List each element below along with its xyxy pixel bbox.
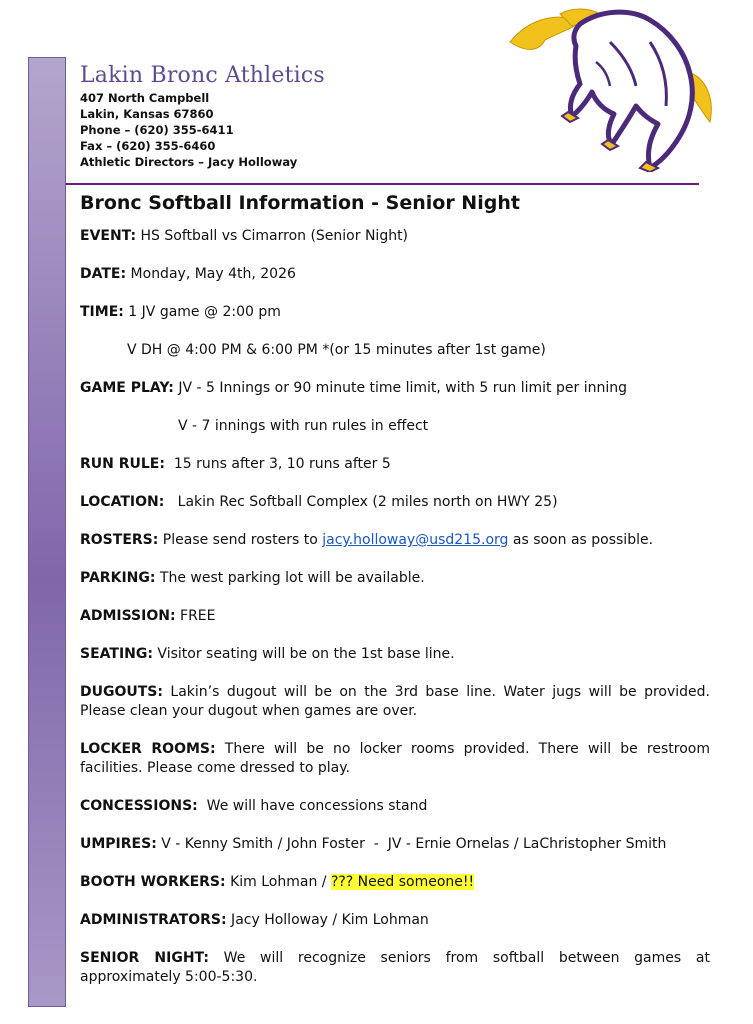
letterhead: [80, 62, 325, 170]
booth-workers-highlight: ??? Need someone!!: [330, 874, 475, 890]
booth-workers-label: BOOTH WORKERS:: [80, 874, 226, 890]
time-label: TIME:: [80, 304, 124, 320]
event-label: EVENT:: [80, 228, 137, 244]
date-value: Monday, May 4th, 2026: [126, 266, 296, 282]
event-row: [80, 227, 710, 246]
umpires-label: UMPIRES:: [80, 836, 157, 852]
bronco-mascot-icon: [500, 2, 722, 172]
time-value: 1 JV game @ 2:00 pm: [123, 304, 281, 320]
athletic-directors: Athletic Directors – Jacy Holloway: [80, 155, 298, 169]
concessions-value: We will have concessions stand: [197, 798, 428, 814]
rosters-post: as soon as possible.: [508, 532, 654, 548]
admission-row: [80, 607, 710, 626]
game-play-label: GAME PLAY:: [80, 380, 174, 396]
location-label: LOCATION:: [80, 494, 165, 510]
time-row: [80, 303, 710, 322]
admission-label: ADMISSION:: [80, 608, 176, 624]
umpires-row: [80, 835, 710, 854]
game-play-row-2: V - 7 innings with run rules in effect: [178, 418, 429, 434]
run-rule-label: RUN RULE:: [80, 456, 165, 472]
dugouts-row: [80, 683, 710, 721]
senior-night-value: We will recognize seniors from softball between games at approximately 5:00-5:30.: [80, 950, 710, 985]
seating-value: Visitor seating will be on the 1st base line.: [152, 646, 455, 662]
address-fax: Fax – (620) 355-6460: [80, 139, 216, 153]
page-title: Bronc Softball Information - Senior Night: [80, 192, 520, 214]
address-street: 407 North Campbell: [80, 91, 210, 105]
booth-workers-value: Kim Lohman /: [225, 874, 331, 890]
location-row: [80, 493, 710, 512]
document-body: [80, 190, 710, 987]
locker-rooms-value: There will be no locker rooms provided. There will be restroom facilities. Please come dressed to play.: [80, 741, 710, 776]
date-label: DATE:: [80, 266, 127, 282]
admission-value: FREE: [175, 608, 216, 624]
locker-rooms-label: LOCKER ROOMS:: [80, 741, 216, 757]
rosters-pre: Please send rosters to: [158, 532, 323, 548]
concessions-row: [80, 797, 710, 816]
dugouts-value: Lakin’s dugout will be on the 3rd base line. Water jugs will be provided. Please clean your dugout when games are over.: [80, 684, 710, 719]
seating-label: SEATING:: [80, 646, 153, 662]
booth-workers-row: [80, 873, 710, 892]
game-play-value: JV - 5 Innings or 90 minute time limit, with 5 run limit per inning: [173, 380, 627, 396]
dugouts-label: DUGOUTS:: [80, 684, 163, 700]
event-value: HS Softball vs Cimarron (Senior Night): [136, 228, 409, 244]
org-name: Lakin Bronc Athletics: [80, 63, 325, 88]
location-value: Lakin Rec Softball Complex (2 miles north on HWY 25): [164, 494, 558, 510]
header-divider: [66, 183, 699, 185]
parking-label: PARKING:: [80, 570, 156, 586]
address-phone: Phone – (620) 355-6411: [80, 123, 234, 137]
time-row-2: V DH @ 4:00 PM & 6:00 PM *(or 15 minutes after 1st game): [127, 342, 546, 358]
senior-night-row: [80, 949, 710, 987]
concessions-label: CONCESSIONS:: [80, 798, 198, 814]
run-rule-value: 15 runs after 3, 10 runs after 5: [164, 456, 391, 472]
parking-row: [80, 569, 710, 588]
seating-row: [80, 645, 710, 664]
locker-rooms-row: [80, 740, 710, 778]
parking-value: The west parking lot will be available.: [155, 570, 425, 586]
sidebar-decorative-bar: [28, 57, 66, 1007]
rosters-row: [80, 531, 710, 550]
run-rule-row: [80, 455, 710, 474]
rosters-label: ROSTERS:: [80, 532, 159, 548]
game-play-row: [80, 379, 710, 398]
address-city: Lakin, Kansas 67860: [80, 107, 214, 121]
administrators-value: Jacy Holloway / Kim Lohman: [226, 912, 429, 928]
administrators-label: ADMINISTRATORS:: [80, 912, 227, 928]
senior-night-label: SENIOR NIGHT:: [80, 950, 209, 966]
rosters-email-link[interactable]: jacy.holloway@usd215.org: [322, 532, 509, 548]
administrators-row: [80, 911, 710, 930]
date-row: [80, 265, 710, 284]
umpires-value: V - Kenny Smith / John Foster - JV - Ernie Ornelas / LaChristopher Smith: [156, 836, 667, 852]
